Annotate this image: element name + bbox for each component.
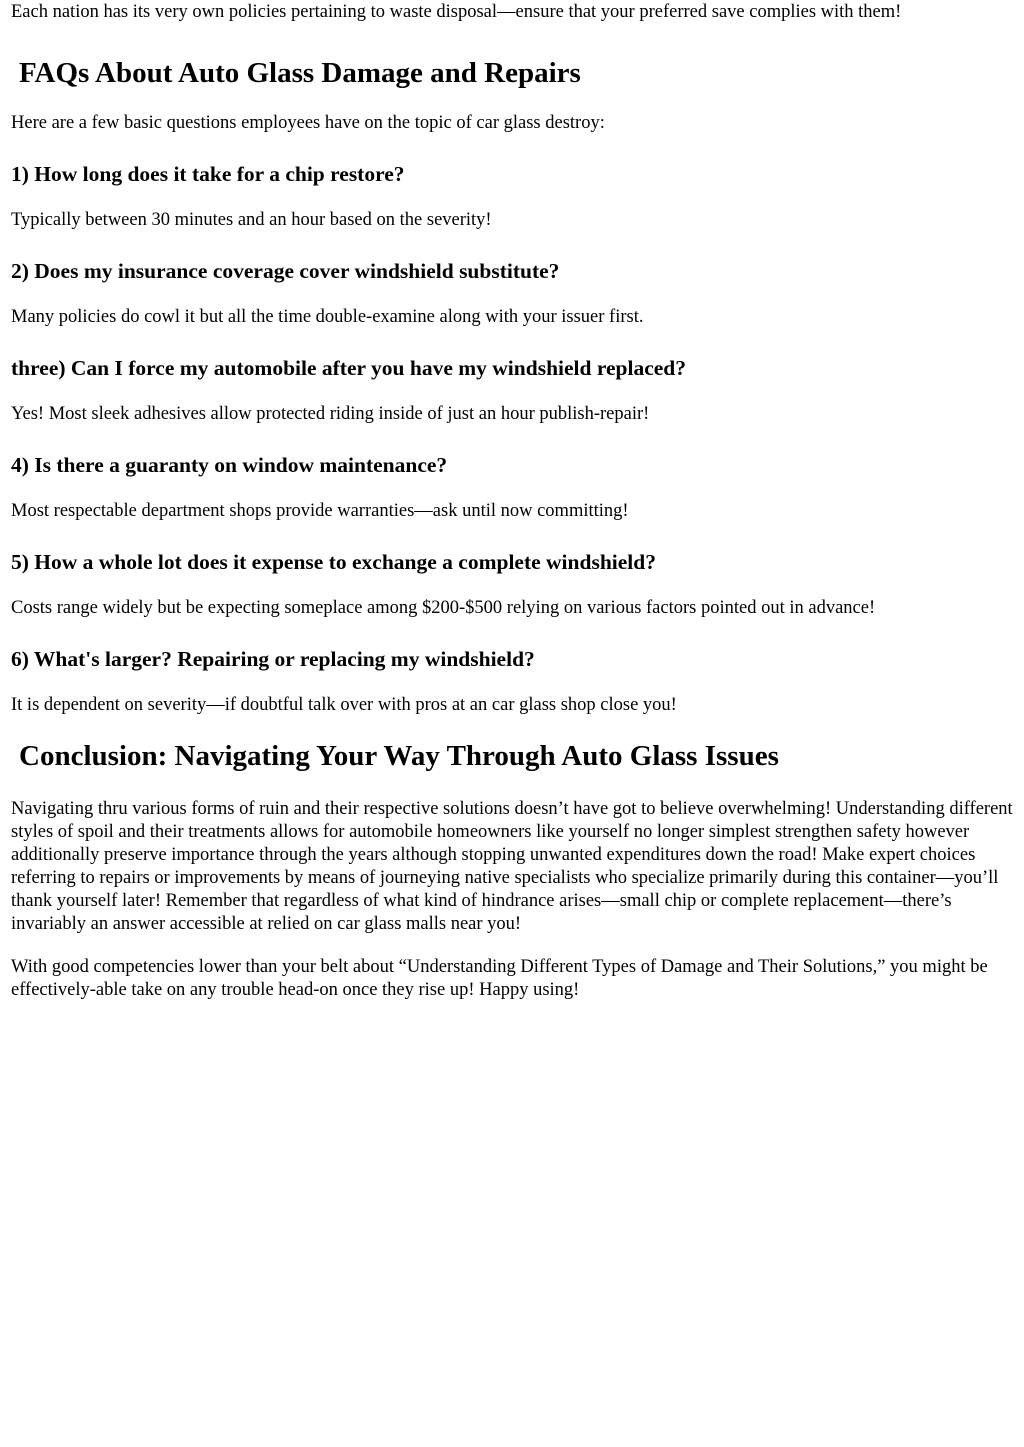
faq-item-4 xyxy=(11,452,1013,523)
faq-answer: Many policies do cowl it but all the time double-examine along with your issuer first. xyxy=(11,307,644,327)
faq-answer: It is dependent on severity—if doubtful talk over with pros at an car glass shop close you! xyxy=(11,695,677,715)
faq-intro-paragraph: Here are a few basic questions employees have on the topic of car glass destroy: xyxy=(11,113,605,133)
faq-question: 4) Is there a guaranty on window maintenance? xyxy=(11,453,448,477)
faq-answer: Typically between 30 minutes and an hour based on the severity! xyxy=(11,210,492,230)
faq-answer: Costs range widely but be expecting someplace among $200-$500 relying on various factors pointed out in advance! xyxy=(11,598,876,618)
faq-answer: Yes! Most sleek adhesives allow protected riding inside of just an hour publish-repair! xyxy=(11,404,650,424)
faq-item-1 xyxy=(11,161,1013,232)
faq-item-6 xyxy=(11,646,1013,717)
article-body xyxy=(0,1,1024,1002)
faq-question: 6) What's larger? Repairing or replacing my windshield? xyxy=(11,647,535,671)
conclusion-paragraph-2: With good competencies lower than your belt about “Understanding Different Types of Damage and Their Solutions,” you might be effectively-able take on any trouble head-on once they rise up! Happy using! xyxy=(11,957,988,1000)
faq-item-2 xyxy=(11,258,1013,329)
faq-section-heading: FAQs About Auto Glass Damage and Repairs xyxy=(19,57,581,89)
faq-question: 2) Does my insurance coverage cover windshield substitute? xyxy=(11,259,560,283)
conclusion-heading: Conclusion: Navigating Your Way Through Auto Glass Issues xyxy=(19,740,779,772)
intro-paragraph: Each nation has its very own policies pertaining to waste disposal—ensure that your preferred save complies with them! xyxy=(11,2,902,22)
faq-question: 1) How long does it take for a chip restore? xyxy=(11,162,405,186)
faq-answer: Most respectable department shops provide warranties—ask until now committing! xyxy=(11,501,629,521)
faq-item-3 xyxy=(11,355,1013,426)
faq-item-5 xyxy=(11,549,1013,620)
faq-question: three) Can I force my automobile after you have my windshield replaced? xyxy=(11,356,687,380)
faq-question: 5) How a whole lot does it expense to exchange a complete windshield? xyxy=(11,550,656,574)
conclusion-paragraph-1: Navigating thru various forms of ruin and their respective solutions doesn’t have got to believe overwhelming! Understanding different styles of spoil and their treatments allows for automobile homeowners like yourself no longer simplest strengthen safety however additionally preserve importance through the years although stopping unwanted expenditures down the road! Make expert choices referring to repairs or improvements by means of journeying native specialists who specialize primarily during this container—you’ll thank yourself later! Remember that regardless of what kind of hindrance arises—small chip or complete replacement—there’s invariably an answer accessible at relied on car glass malls near you! xyxy=(11,799,1013,934)
